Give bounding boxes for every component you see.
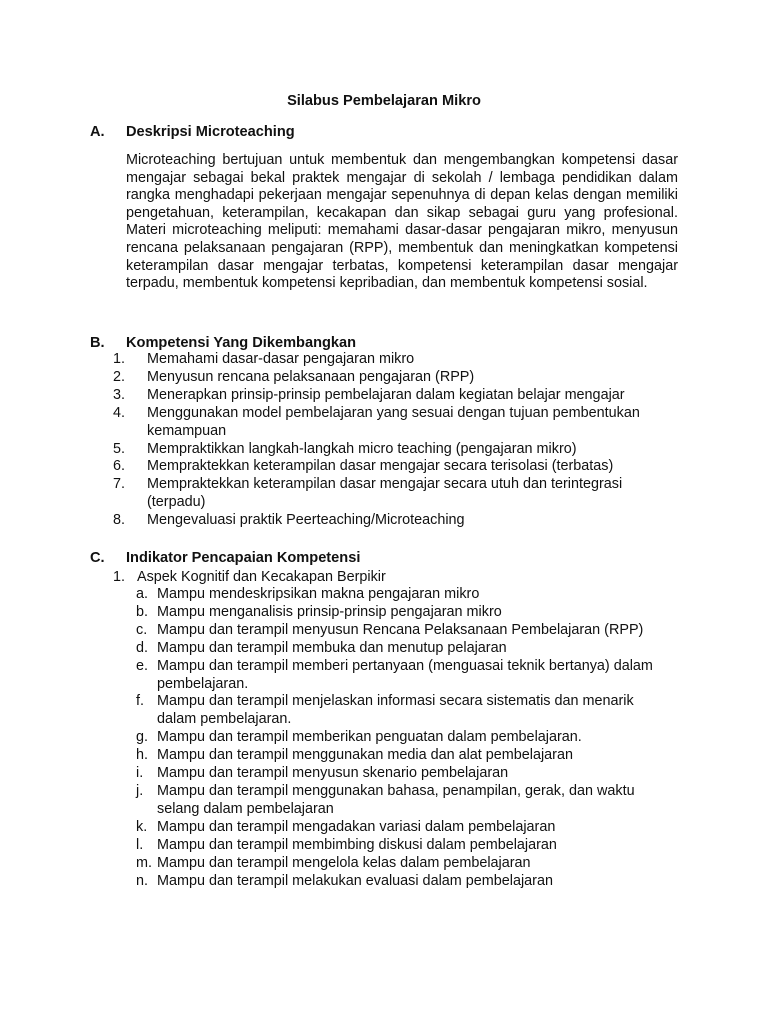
item-text: Mampu dan terampil melakukan evaluasi dalam pembelajaran — [157, 872, 553, 889]
item-text: Mampu dan terampil membimbing diskusi dalam pembelajaran — [157, 836, 557, 853]
section-b-heading — [90, 334, 356, 352]
subsection-title: Aspek Kognitif dan Kecakapan Berpikir — [137, 569, 386, 585]
item-text: Mampu dan terampil menggunakan bahasa, penampilan, gerak, dan waktu selang dalam pembelajaran — [157, 782, 635, 817]
item-text: Mampu dan terampil mengelola kelas dalam pembelajaran — [157, 854, 531, 871]
list-item — [136, 640, 676, 658]
indicator-list — [136, 586, 676, 890]
item-number: 3. — [113, 386, 126, 403]
list-item — [113, 512, 673, 530]
section-b-letter: B. — [90, 335, 105, 351]
list-item — [113, 476, 673, 512]
item-number: 2. — [113, 368, 126, 385]
list-item — [136, 819, 676, 837]
list-item — [113, 441, 673, 459]
section-c-title: Indikator Pencapaian Kompetensi — [126, 550, 361, 566]
item-letter: g. — [136, 729, 149, 746]
list-item — [136, 604, 676, 622]
item-text: Mempraktekkan keterampilan dasar mengajar secara utuh dan terintegrasi (terpadu) — [147, 476, 623, 511]
item-number: 1. — [113, 351, 126, 367]
item-text: Mampu dan terampil mengadakan variasi dalam pembelajaran — [157, 818, 556, 835]
item-text: Mampu dan terampil menjelaskan informasi secara sistematis dan menarik dalam pembelajaran. — [157, 693, 634, 728]
section-c-heading — [90, 549, 360, 567]
item-letter: k. — [136, 818, 148, 835]
list-item — [136, 783, 676, 819]
list-item — [136, 873, 676, 891]
item-letter: c. — [136, 621, 148, 638]
section-a-heading — [90, 123, 295, 141]
list-item — [136, 765, 676, 783]
list-item — [136, 747, 676, 765]
section-a-paragraph: Microteaching bertujuan untuk membentuk dan mengembangkan kompetensi dasar mengajar sebagai bekal praktek mengajar di sekolah / lembaga pendidikan dalam rangka menghadapi pekerjaan mengajar sepenuhnya di depan kelas dengan memiliki pengetahuan, keterampilan, kecakapan dan sikap sebagai guru yang profesional. Materi microteaching meliputi: memahami dasar-dasar pengajaran mikro, menyusun rencana pelaksanaan pengajaran (RPP), membentuk dan meningkatkan kompetensi keterampilan dasar mengajar terbatas, kompetensi keterampilan dasar mengajar terpadu, membentuk kompetensi kepribadian, dan membentuk kompetensi sosial. — [126, 152, 678, 292]
subsection-heading — [113, 568, 386, 586]
item-text: Menggunakan model pembelajaran yang sesuai dengan tujuan pembentukan kemampuan — [147, 404, 640, 439]
item-text: Mampu dan terampil memberikan penguatan dalam pembelajaran. — [157, 729, 582, 746]
item-letter: e. — [136, 657, 149, 674]
item-text: Memahami dasar-dasar pengajaran mikro — [147, 351, 415, 367]
list-item — [136, 729, 676, 747]
item-letter: j. — [136, 782, 144, 799]
item-text: Mampu dan terampil menyusun skenario pembelajaran — [157, 765, 509, 782]
competency-list — [113, 351, 673, 530]
item-number: 5. — [113, 440, 126, 457]
item-number: 8. — [113, 512, 126, 529]
subsection-number: 1. — [113, 569, 126, 585]
item-text: Mampu dan terampil menggunakan media dan alat pembelajaran — [157, 747, 573, 764]
item-letter: l. — [136, 836, 144, 853]
list-item — [136, 622, 676, 640]
item-letter: d. — [136, 639, 149, 656]
item-text: Menyusun rencana pelaksanaan pengajaran (RPP) — [147, 368, 475, 385]
item-letter: f. — [136, 693, 144, 710]
section-a-letter: A. — [90, 124, 105, 140]
document-title: Silabus Pembelajaran Mikro — [287, 93, 481, 109]
item-letter: b. — [136, 603, 149, 620]
item-number: 6. — [113, 458, 126, 475]
item-text: Mampu dan terampil menyusun Rencana Pelaksanaan Pembelajaran (RPP) — [157, 621, 644, 638]
list-item — [113, 458, 673, 476]
list-item — [113, 369, 673, 387]
item-number: 4. — [113, 404, 126, 421]
item-text: Mempraktikkan langkah-langkah micro teaching (pengajaran mikro) — [147, 440, 577, 457]
list-item — [136, 658, 676, 694]
item-letter: n. — [136, 872, 149, 889]
section-b-title: Kompetensi Yang Dikembangkan — [126, 335, 357, 351]
item-text: Mempraktekkan keterampilan dasar mengajar secara terisolasi (terbatas) — [147, 458, 614, 475]
item-letter: i. — [136, 765, 144, 782]
item-letter: h. — [136, 747, 149, 764]
list-item — [136, 693, 676, 729]
item-text: Menerapkan prinsip-prinsip pembelajaran dalam kegiatan belajar mengajar — [147, 386, 625, 403]
item-number: 7. — [113, 476, 126, 493]
list-item — [113, 351, 673, 369]
list-item — [136, 837, 676, 855]
item-text: Mampu mendeskripsikan makna pengajaran mikro — [157, 586, 480, 602]
section-c-letter: C. — [90, 550, 105, 566]
list-item — [136, 586, 676, 604]
list-item — [136, 855, 676, 873]
list-item — [113, 405, 673, 441]
section-a-title: Deskripsi Microteaching — [126, 124, 295, 140]
item-text: Mampu menganalisis prinsip-prinsip pengajaran mikro — [157, 603, 502, 620]
item-letter: m. — [136, 854, 152, 871]
item-text: Mampu dan terampil memberi pertanyaan (menguasai teknik bertanya) dalam pembelajaran. — [157, 657, 653, 692]
item-letter: a. — [136, 586, 149, 602]
item-text: Mampu dan terampil membuka dan menutup pelajaran — [157, 639, 507, 656]
list-item — [113, 387, 673, 405]
item-text: Mengevaluasi praktik Peerteaching/Microteaching — [147, 512, 465, 529]
